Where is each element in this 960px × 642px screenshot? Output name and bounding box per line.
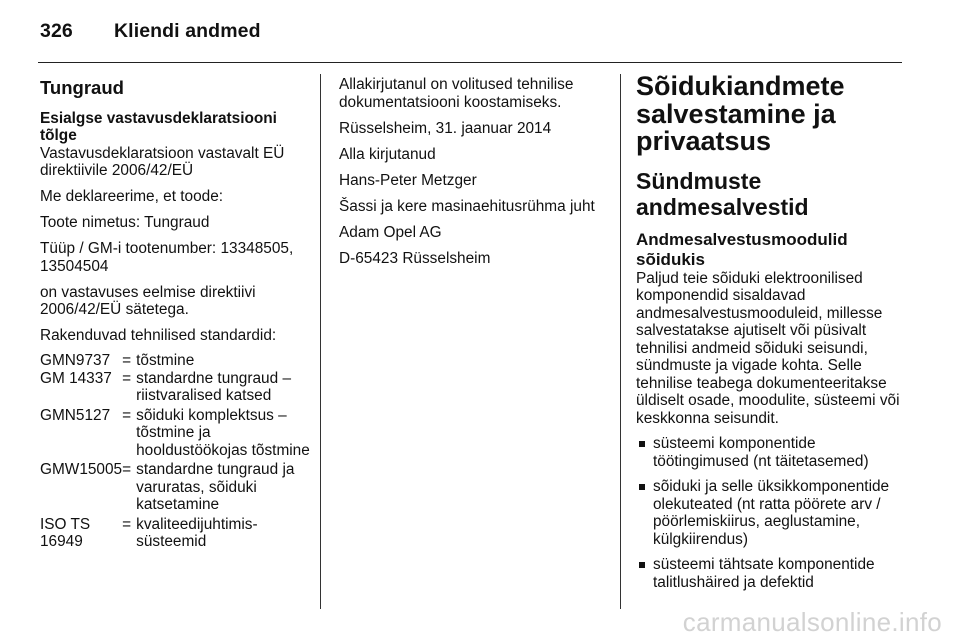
subsection-heading: Andmesalvestusmoodulid sõidukis <box>636 229 848 269</box>
paragraph: Vastavusdeklaratsioon vastavalt EÜ direktiivile 2006/42/EÜ <box>40 144 285 179</box>
paragraph: Toote nimetus: Tungraud <box>40 214 210 231</box>
paragraph: Rüsselsheim, 31. jaanuar 2014 <box>339 119 552 137</box>
bullet-square-icon <box>639 562 645 568</box>
column-divider-2 <box>620 74 621 609</box>
list-item-text: sõiduki ja selle üksikkomponentide olekuteated (nt ratta pöörete arv / pöörlemiskiirus, aeglustamine, külgkiirendus) <box>653 478 890 548</box>
equals-sign: = <box>122 406 132 424</box>
standard-description: kvaliteedijuhtimis-süsteemid <box>136 515 258 550</box>
standard-description: tõstmine <box>136 352 195 369</box>
subsection-heading: Esialgse vastavusdeklaratsiooni tõlge <box>40 109 277 144</box>
paragraph: Alla kirjutanud <box>339 145 436 163</box>
standard-code: GMN9737 <box>40 352 111 369</box>
standard-code: GMW15005 <box>40 461 123 478</box>
list-item-text: süsteemi tähtsate komponentide talitlushäired ja defektid <box>653 556 875 591</box>
bullet-square-icon <box>639 441 645 447</box>
standard-description: standardne tungraud – riistvaralised katsed <box>136 369 292 404</box>
company-address: D-65423 Rüsselsheim <box>339 249 491 267</box>
body-paragraph: Paljud teie sõiduki elektroonilised komponendid sisaldavad andmesalvestusmooduleid, millesse salvestatakse ajutiselt või püsivalt tehnilisi andmeid sõiduki seisundi, sündmuste ja vigade kohta. Selle tehnilise teabega dokumenteeritakse üldiselt osade, moodulite, süsteemi või keskkonna seisundit. <box>636 269 900 427</box>
paragraph: on vastavuses eelmise direktiivi 2006/42/EÜ sätetega. <box>40 283 256 318</box>
header-rule <box>38 62 902 63</box>
signatory-title: Šassi ja kere masinaehitusrühma juht <box>339 197 595 215</box>
section-heading: Sündmuste andmesalvestid <box>636 167 809 220</box>
equals-sign: = <box>122 461 132 478</box>
bullet-square-icon <box>639 484 645 490</box>
standards-table <box>40 352 312 551</box>
column-middle <box>339 76 611 276</box>
column-divider-1 <box>320 74 321 609</box>
list-item <box>636 478 906 548</box>
standard-code: GM 14337 <box>40 369 112 387</box>
equals-sign: = <box>122 352 132 369</box>
column-right <box>636 71 906 599</box>
paragraph: Allakirjutanul on volitused tehnilise dokumentatsiooni koostamiseks. <box>339 76 574 111</box>
standard-description: standardne tungraud ja varuratas, sõiduki katsetamine <box>136 461 295 513</box>
section-heading: Tungraud <box>40 77 124 98</box>
page-header <box>40 20 261 43</box>
table-row <box>40 370 312 405</box>
equals-sign: = <box>122 515 132 533</box>
table-row <box>40 405 312 460</box>
standard-code: ISO TS 16949 <box>40 515 91 550</box>
paragraph: Me deklareerime, et toode: <box>40 188 224 205</box>
paragraph: Tüüp / GM-i tootenumber: 13348505, 13504504 <box>40 240 294 275</box>
standard-code: GMN5127 <box>40 406 111 424</box>
bullet-list <box>636 435 906 591</box>
list-item-text: süsteemi komponentide töötingimused (nt täitetasemed) <box>653 435 869 470</box>
chapter-title: Kliendi andmed <box>114 20 261 42</box>
company-name: Adam Opel AG <box>339 223 442 241</box>
column-left <box>40 76 312 551</box>
watermark: carmanualsonline.info <box>682 607 942 637</box>
table-row <box>40 459 312 514</box>
page-number: 326 <box>40 20 73 42</box>
table-row <box>40 352 312 370</box>
chapter-heading: Sõidukiandmete salvestamine ja privaatsus <box>636 71 845 156</box>
standard-description: sõiduki komplektsus – tõstmine ja hooldustöökojas tõstmine <box>136 406 310 459</box>
paragraph: Rakenduvad tehnilised standardid: <box>40 327 277 344</box>
signatory-name: Hans-Peter Metzger <box>339 171 477 189</box>
table-row <box>40 514 312 551</box>
equals-sign: = <box>122 369 132 387</box>
list-item <box>636 435 906 470</box>
list-item <box>636 556 906 591</box>
